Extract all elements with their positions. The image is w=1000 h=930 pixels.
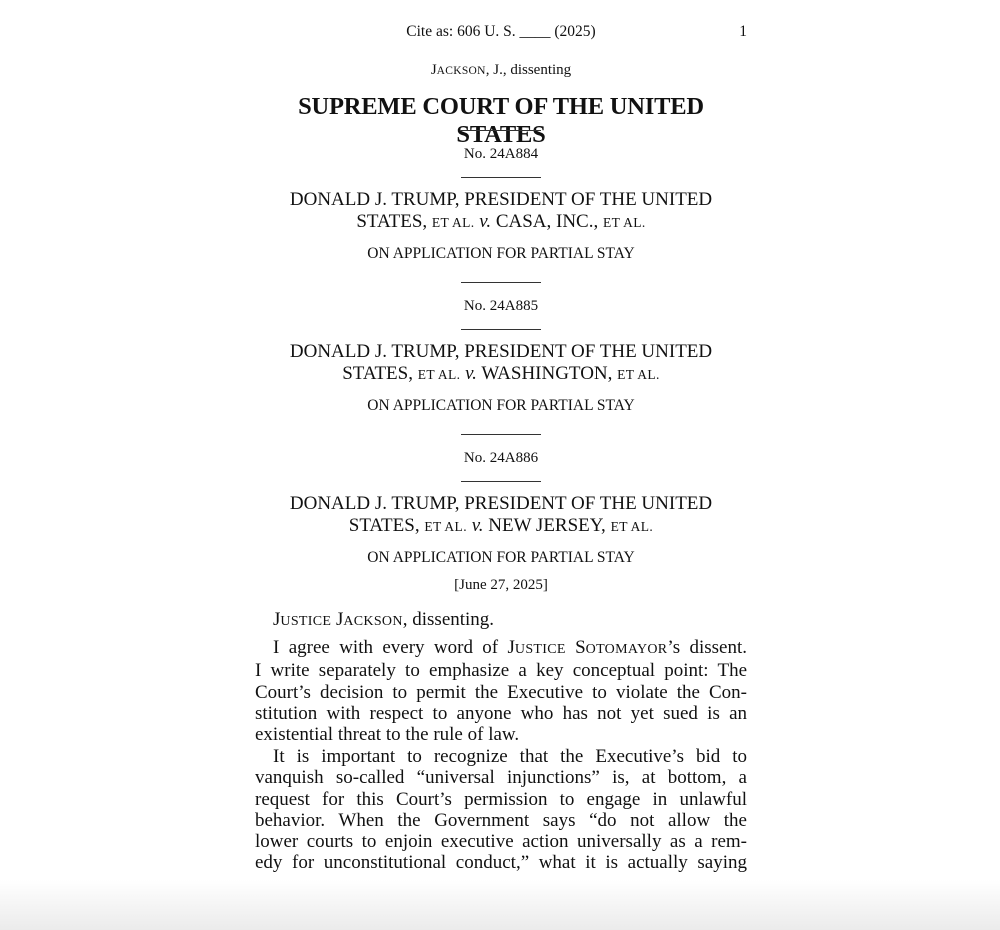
decision-date: [June 27, 2025] — [454, 577, 548, 593]
text-line: request for this Court’s permission to engage in unlawful — [255, 788, 747, 810]
court-title: SUPREME COURT OF THE UNITED STATES — [298, 93, 704, 148]
text-line: edy for unconstitutional conduct,” what it is actually saying — [255, 852, 747, 874]
divider-rule — [461, 434, 541, 435]
caption-line: DONALD J. TRUMP, PRESIDENT OF THE UNITED — [289, 493, 713, 514]
paragraph — [255, 746, 747, 874]
case-caption — [255, 341, 747, 386]
bottom-fade — [0, 880, 1000, 930]
text-line: It is important to recognize that the Executive’s bid to — [273, 746, 747, 767]
running-head — [255, 62, 747, 79]
docket-number: No. 24A885 — [463, 298, 539, 314]
case-caption — [255, 493, 747, 538]
divider-rule — [461, 177, 541, 178]
caption-line: STATES, ET AL. v. CASA, INC., ET AL. — [356, 211, 646, 232]
page-number: 1 — [739, 23, 747, 40]
text-line: I agree with every word of JUSTICE SOTOMAYOR’s dissent. — [273, 637, 747, 658]
caption-line: STATES, ET AL. v. WASHINGTON, ET AL. — [342, 363, 660, 384]
running-head-initial: J — [430, 62, 437, 78]
application-line: ON APPLICATION FOR PARTIAL STAY — [367, 397, 635, 414]
paragraph — [255, 637, 747, 745]
running-head-rest: , J., dissenting — [485, 62, 572, 78]
text-line: Court’s decision to permit the Executive to violate the Con- — [255, 681, 747, 703]
text-line: I write separately to emphasize a key conceptual point: The — [255, 660, 747, 682]
text-line: stitution with respect to anyone who has not yet sued is an — [255, 702, 747, 724]
caption-line: DONALD J. TRUMP, PRESIDENT OF THE UNITED — [289, 341, 713, 362]
divider-rule — [461, 282, 541, 283]
text-line: vanquish so-called “universal injunctions” is, at bottom, a — [255, 767, 747, 789]
divider-rule — [461, 130, 541, 131]
text-line: behavior. When the Government says “do not allow the — [255, 809, 747, 831]
docket-number: No. 24A884 — [463, 146, 539, 162]
text-line: lower courts to enjoin executive action universally as a rem- — [255, 831, 747, 853]
case-caption — [255, 189, 747, 234]
opinion-heading — [255, 609, 747, 632]
text-line: existential threat to the rule of law. — [255, 724, 520, 746]
opinion-page — [255, 0, 747, 930]
text-line: JUSTICE JACKSON, dissenting. — [273, 609, 495, 630]
divider-rule — [461, 481, 541, 482]
citation-header: Cite as: 606 U. S. ____ (2025) — [406, 23, 596, 40]
running-head-smallcaps: ACKSON — [436, 65, 486, 77]
caption-line: DONALD J. TRUMP, PRESIDENT OF THE UNITED — [289, 189, 713, 210]
application-line: ON APPLICATION FOR PARTIAL STAY — [367, 549, 635, 566]
caption-line: STATES, ET AL. v. NEW JERSEY, ET AL. — [348, 515, 654, 536]
docket-number: No. 24A886 — [463, 450, 539, 466]
application-line: ON APPLICATION FOR PARTIAL STAY — [367, 245, 635, 262]
divider-rule — [461, 329, 541, 330]
